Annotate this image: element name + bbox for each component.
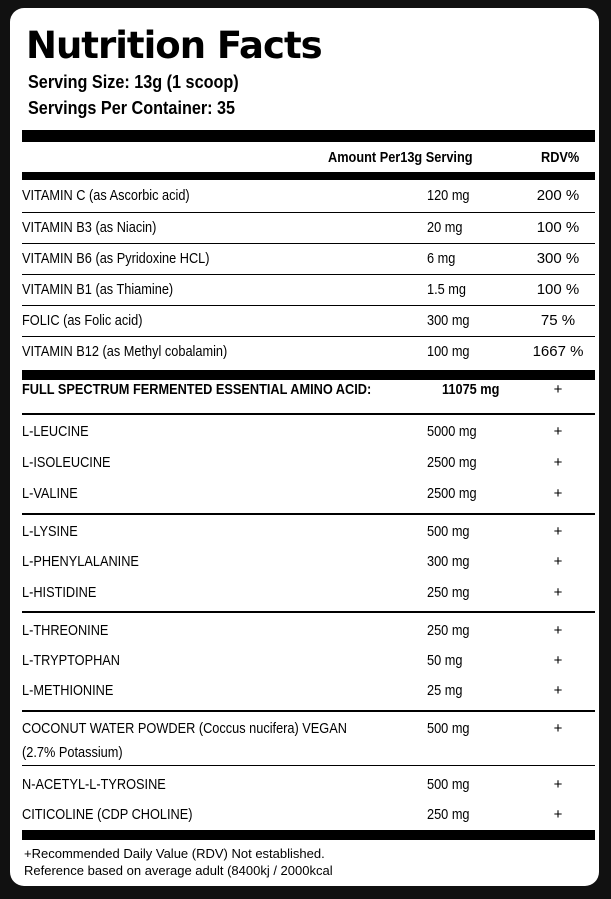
group-divider	[22, 413, 595, 415]
nutrient-rdv: +	[553, 584, 563, 601]
nutrient-name: VITAMIN C (as Ascorbic acid)	[22, 187, 190, 204]
table-row	[22, 547, 595, 578]
nutrient-amount: 1.5 mg	[427, 281, 466, 298]
nutrient-name: VITAMIN B6 (as Pyridoxine HCL)	[22, 250, 210, 267]
nutrient-rdv: 200 %	[536, 187, 580, 204]
footnote-line: Reference based on average adult (8400kj / 2000kcal	[24, 863, 333, 878]
rdv-header: RDV%	[541, 149, 580, 166]
nutrient-name: L-PHENYLALANINE	[22, 553, 139, 570]
nutrient-amount: 300 mg	[427, 553, 470, 570]
group-divider	[22, 611, 595, 613]
nutrient-name: VITAMIN B12 (as Methyl cobalamin)	[22, 343, 228, 360]
nutrient-name: L-LYSINE	[22, 523, 78, 540]
nutrient-rdv: +	[553, 682, 563, 699]
nutrient-name: CITICOLINE (CDP CHOLINE)	[22, 806, 193, 823]
nutrient-rdv: +	[553, 423, 563, 440]
table-row	[22, 306, 595, 337]
nutrient-amount: 500 mg	[427, 720, 470, 737]
table-row	[22, 646, 595, 677]
table-row-amino-header	[22, 375, 595, 406]
nutrient-rdv: +	[553, 652, 563, 669]
nutrient-rdv: 1667 %	[532, 343, 584, 360]
table-row	[22, 244, 595, 275]
nutrition-label	[10, 8, 599, 886]
nutrient-name: N-ACETYL-L-TYROSINE	[22, 776, 166, 793]
nutrient-amount: 250 mg	[427, 622, 470, 639]
nutrient-rdv: +	[553, 553, 563, 570]
nutrient-rdv: +	[553, 776, 563, 793]
nutrient-rdv: +	[553, 806, 563, 823]
nutrient-name: L-LEUCINE	[22, 423, 89, 440]
nutrient-rdv: +	[553, 381, 563, 398]
nutrient-amount: 25 mg	[427, 682, 463, 699]
nutrient-name: VITAMIN B3 (as Niacin)	[22, 219, 157, 236]
nutrient-amount: 250 mg	[427, 584, 470, 601]
nutrient-amount: 50 mg	[427, 652, 463, 669]
nutrient-rdv: +	[553, 622, 563, 639]
nutrient-name: L-HISTIDINE	[22, 584, 97, 601]
nutrient-name: VITAMIN B1 (as Thiamine)	[22, 281, 174, 298]
nutrient-name: L-VALINE	[22, 485, 78, 502]
table-row	[22, 479, 595, 510]
servings-per-container: Servings Per Container: 35	[28, 98, 236, 118]
table-row	[22, 448, 595, 479]
nutrient-amount: 250 mg	[427, 806, 470, 823]
footnote-line: +Recommended Daily Value (RDV) Not established.	[24, 846, 325, 861]
amount-header: Amount Per13g Serving	[328, 149, 473, 166]
nutrient-name: COCONUT WATER POWDER (Coccus nucifera) VEGAN	[22, 720, 347, 737]
group-divider	[22, 513, 595, 515]
nutrient-name: L-ISOLEUCINE	[22, 454, 111, 471]
table-row	[22, 714, 595, 762]
nutrient-rdv: 100 %	[536, 219, 580, 236]
nutrient-amount: 500 mg	[427, 776, 470, 793]
label-title: Nutrition Facts	[26, 24, 322, 67]
nutrient-amount: 20 mg	[427, 219, 463, 236]
nutrient-rdv: 100 %	[536, 281, 580, 298]
nutrient-amount: 300 mg	[427, 312, 470, 329]
divider-thick	[22, 172, 595, 180]
nutrient-rdv: +	[553, 485, 563, 502]
nutrient-rdv: +	[553, 523, 563, 540]
nutrient-amount: 6 mg	[427, 250, 456, 267]
table-row	[22, 770, 595, 801]
table-row	[22, 337, 595, 368]
nutrient-amount: 2500 mg	[427, 454, 477, 471]
nutrient-amount: 5000 mg	[427, 423, 477, 440]
group-divider	[22, 710, 595, 712]
nutrient-amount: 11075 mg	[442, 381, 500, 398]
table-row	[22, 616, 595, 647]
nutrient-amount: 100 mg	[427, 343, 470, 360]
nutrient-amount: 2500 mg	[427, 485, 477, 502]
nutrient-name-note: (2.7% Potassium)	[22, 744, 123, 761]
nutrient-name: L-METHIONINE	[22, 682, 114, 699]
nutrient-rdv: +	[553, 454, 563, 471]
table-row	[22, 417, 595, 448]
table-row	[22, 578, 595, 609]
divider-thick	[22, 130, 595, 142]
divider-thick	[22, 830, 595, 840]
table-row	[22, 800, 595, 831]
table-row	[22, 517, 595, 548]
table-row	[22, 181, 595, 212]
nutrient-name: FULL SPECTRUM FERMENTED ESSENTIAL AMINO ACID:	[22, 381, 372, 398]
nutrient-name: FOLIC (as Folic acid)	[22, 312, 143, 329]
serving-size: Serving Size: 13g (1 scoop)	[28, 72, 239, 92]
nutrient-amount: 500 mg	[427, 523, 470, 540]
nutrient-rdv: +	[553, 720, 563, 737]
table-row	[22, 275, 595, 306]
nutrient-name: L-THREONINE	[22, 622, 109, 639]
nutrient-rdv: 75 %	[540, 312, 576, 329]
table-row	[22, 213, 595, 244]
nutrient-name: L-TRYPTOPHAN	[22, 652, 121, 669]
row-divider	[22, 765, 595, 766]
table-row	[22, 676, 595, 707]
nutrient-amount: 120 mg	[427, 187, 470, 204]
nutrient-rdv: 300 %	[536, 250, 580, 267]
